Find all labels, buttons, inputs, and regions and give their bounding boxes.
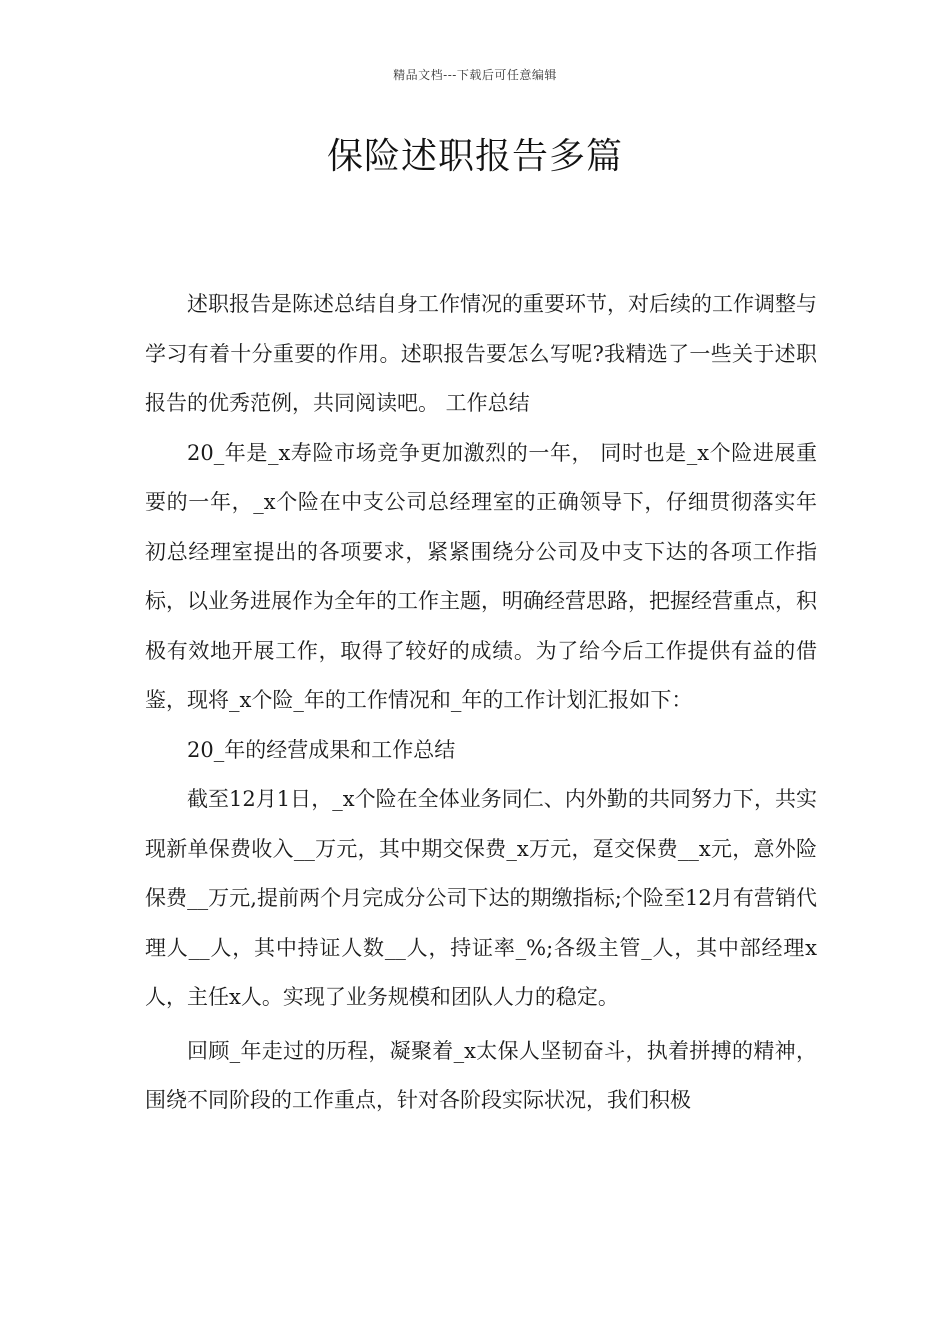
document-title: 保险述职报告多篇 [326, 136, 623, 177]
header-note: 精品文档---下载后可任意编辑 [393, 68, 557, 82]
paragraph-overview: 20_年是_x寿险市场竞争更加激烈的一年， 同时也是_x个险进展重要的一年，_x个险在中支公司总经理室的正确领导下，仔细贯彻落实年初总经理室提出的各项要求，紧紧围绕分公司及中支下达的各项工作指标，以业务进展作为全年的工作主题，明确经营思路，把握经营重点，积极有效地开展工作，取得了较好的成绩。为了给今后工作提供有益的借鉴，现将_x个险_年的工作情况和_年的工作计划汇报如下： [145, 440, 817, 712]
section-heading-results: 20_年的经营成果和工作总结 [187, 737, 456, 762]
paragraph-review: 回顾_年走过的历程，凝聚着_x太保人坚韧奋斗，执着拼搏的精神，围绕不同阶段的工作重点，针对各阶段实际状况，我们积极 [145, 1038, 817, 1112]
paragraph-intro: 述职报告是陈述总结自身工作情况的重要环节，对后续的工作调整与学习有着十分重要的作用。述职报告要怎么写呢?我精选了一些关于述职报告的优秀范例，共同阅读吧。 工作总结 [145, 292, 817, 415]
paragraph-results: 截至12月1日，_x个险在全体业务同仁、内外勤的共同努力下，共实现新单保费收入__万元，其中期交保费_x万元，趸交保费__x元，意外险保费__万元,提前两个月完成分公司下达的期缴指标;个险至12月有营销代理人__人，其中持证人数__人，持证率_%;各级主管_人，其中部经理x人，主任x人。实现了业务规模和团队人力的稳定。 [145, 787, 817, 1009]
document-body [145, 280, 817, 1126]
